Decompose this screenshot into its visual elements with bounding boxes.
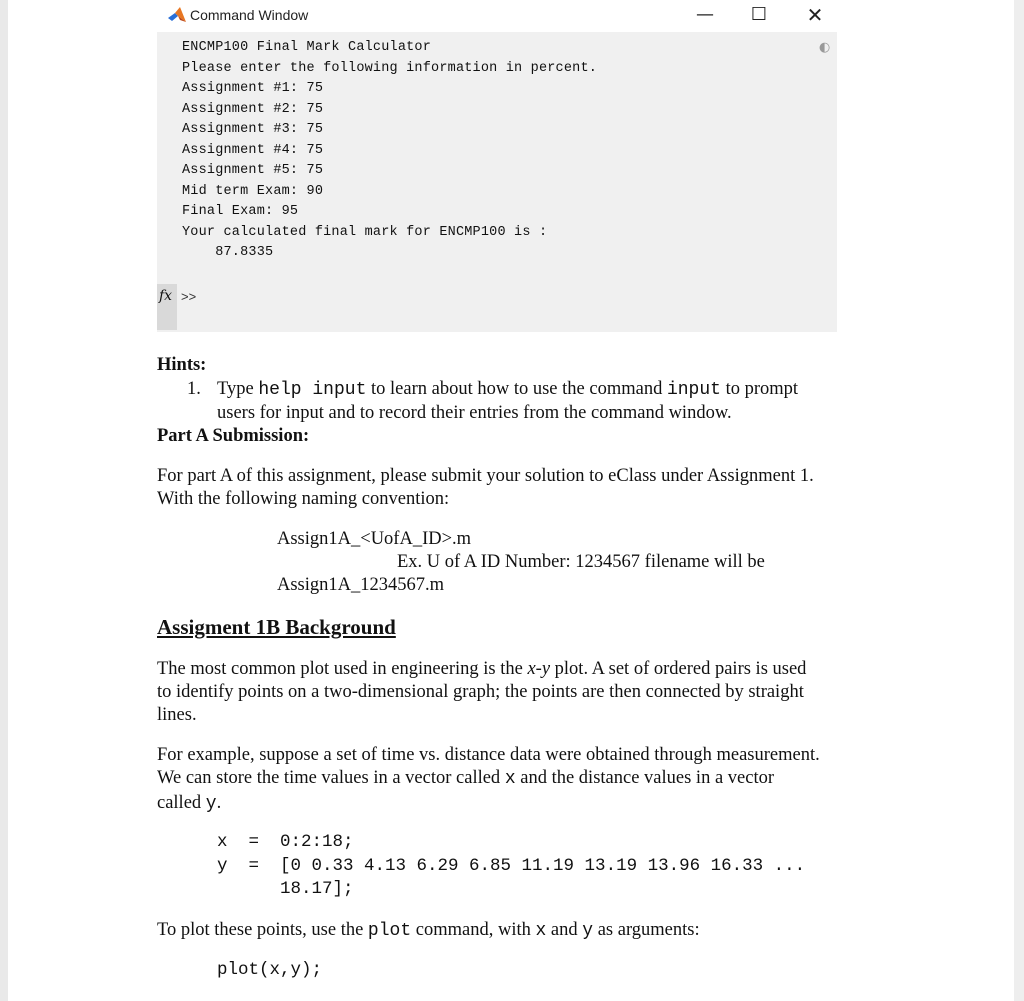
- command-window-output[interactable]: [157, 32, 837, 332]
- output-line: Assignment #3: 75: [182, 122, 324, 137]
- example-filename: Assign1A_1234567.m: [277, 575, 445, 595]
- fx-icon[interactable]: fx: [159, 288, 173, 304]
- output-line: Assignment #4: 75: [182, 143, 324, 158]
- part-b-paragraph2-line1: For example, suppose a set of time vs. distance data were obtained through measurement.: [157, 745, 820, 765]
- part-a-paragraph-line2: With the following naming convention:: [157, 489, 450, 509]
- output-line: Please enter the following information in percent.: [182, 61, 598, 76]
- hints-heading: Hints:: [157, 355, 207, 375]
- command-window-titlebar: [160, 0, 850, 32]
- code-plot-command: plot(x,y);: [217, 960, 323, 980]
- output-line: Assignment #1: 75: [182, 81, 324, 96]
- minimize-button[interactable]: —: [696, 4, 714, 25]
- part-b-paragraph2-line2: We can store the time values in a vector called x and the distance values in a vector: [157, 768, 775, 789]
- example-line: Ex. U of A ID Number: 1234567 filename will be: [397, 552, 765, 572]
- code-help-input: help input: [258, 380, 367, 400]
- matlab-logo-icon: [168, 7, 186, 23]
- hint-item-line1: Type help input to learn about how to use the command input to prompt: [217, 379, 799, 400]
- scroll-indicator-icon[interactable]: ◐: [819, 40, 831, 55]
- output-line: Final Exam: 95: [182, 204, 299, 219]
- code-line-y-continued: 18.17];: [217, 879, 354, 899]
- filename-pattern: Assign1A_<UofA_ID>.m: [277, 529, 472, 549]
- part-a-heading: Part A Submission:: [157, 426, 310, 446]
- output-line: Your calculated final mark for ENCMP100 is :: [182, 225, 548, 240]
- part-b-paragraph1-line1: The most common plot used in engineering is the x-y plot. A set of ordered pairs is used: [157, 659, 807, 679]
- command-prompt[interactable]: >>: [181, 289, 197, 304]
- output-line: 87.8335: [182, 245, 274, 260]
- output-line: Mid term Exam: 90: [182, 184, 324, 199]
- part-b-paragraph1-line3: lines.: [157, 705, 197, 725]
- part-b-paragraph3: To plot these points, use the plot command, with x and y as arguments:: [157, 920, 700, 941]
- hint-item-number: 1.: [187, 379, 201, 399]
- left-margin-strip: [0, 0, 8, 1001]
- maximize-button[interactable]: ☐: [750, 4, 768, 25]
- part-b-paragraph1-line2: to identify points on a two-dimensional graph; the points are then connected by straight: [157, 682, 804, 702]
- output-line: Assignment #5: 75: [182, 163, 324, 178]
- part-a-paragraph-line1: For part A of this assignment, please submit your solution to eClass under Assignment 1.: [157, 466, 814, 486]
- output-line: ENCMP100 Final Mark Calculator: [182, 40, 432, 55]
- right-margin-strip: [1014, 0, 1024, 1001]
- output-line: Assignment #2: 75: [182, 102, 324, 117]
- part-b-heading: Assigment 1B Background: [157, 615, 396, 639]
- code-line-y: y = [0 0.33 4.13 6.29 6.85 11.19 13.19 13.96 16.33 ...: [217, 856, 806, 876]
- code-input: input: [666, 380, 721, 400]
- hint-item-line2: users for input and to record their entries from the command window.: [217, 403, 732, 423]
- part-b-paragraph2-line3: called y.: [157, 793, 222, 814]
- command-window-title: Command Window: [190, 7, 309, 23]
- close-button[interactable]: ✕: [806, 3, 824, 27]
- code-line-x: x = 0:2:18;: [217, 832, 354, 852]
- function-browser-strip[interactable]: [157, 284, 177, 330]
